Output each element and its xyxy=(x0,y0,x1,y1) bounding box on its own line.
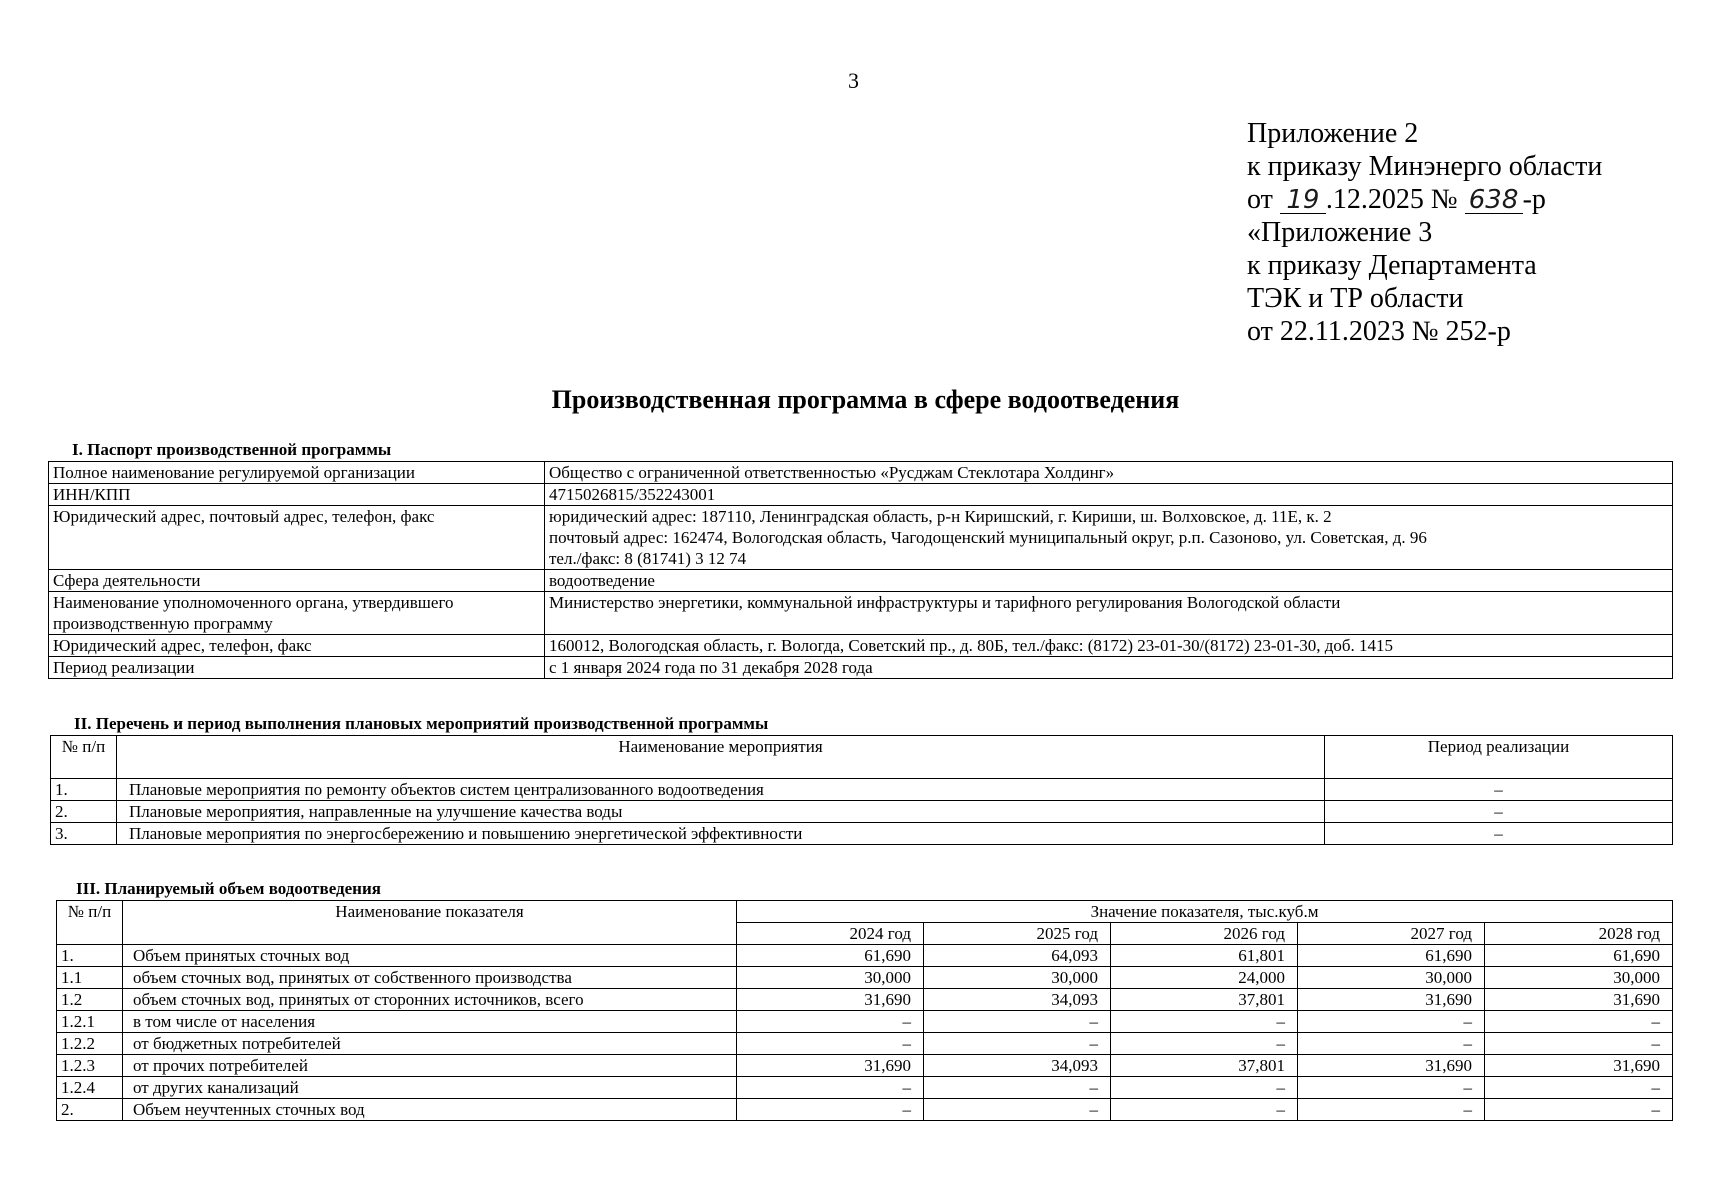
col-header-year: 2026 год xyxy=(1111,923,1298,945)
passport-label: Наименование уполномоченного органа, утвердившего производственную программу xyxy=(49,592,545,635)
table-row xyxy=(49,657,1673,679)
indicator-value: – xyxy=(924,1011,1111,1033)
row-num: 1.2 xyxy=(57,989,123,1011)
table-row xyxy=(49,506,1673,570)
col-header-value: Значение показателя, тыс.куб.м xyxy=(737,901,1673,923)
passport-table xyxy=(48,461,1673,679)
table-row xyxy=(49,592,1673,635)
indicator-name: в том числе от населения xyxy=(123,1011,737,1033)
row-num: 3. xyxy=(51,823,117,845)
indicator-value: – xyxy=(1298,1099,1485,1121)
col-header-year: 2028 год xyxy=(1485,923,1673,945)
passport-value xyxy=(545,506,1673,570)
passport-value: 4715026815/352243001 xyxy=(545,484,1673,506)
table-row xyxy=(49,570,1673,592)
table-row xyxy=(57,1099,1673,1121)
indicator-value: – xyxy=(1485,1011,1673,1033)
appendix-date-prefix: от xyxy=(1247,184,1273,215)
indicator-value: 37,801 xyxy=(1111,989,1298,1011)
passport-value: 160012, Вологодская область, г. Вологда, Советский пр., д. 80Б, тел./факс: (8172) 23-01-30/(8172) 23-01-30, доб. 1415 xyxy=(545,635,1673,657)
indicator-value: – xyxy=(1298,1033,1485,1055)
passport-label: Сфера деятельности xyxy=(49,570,545,592)
volume-table xyxy=(56,900,1673,1121)
indicator-value: – xyxy=(1111,1011,1298,1033)
appendix-date-suffix: -р xyxy=(1522,184,1546,215)
indicator-value: 31,690 xyxy=(1298,1055,1485,1077)
table-row xyxy=(49,462,1673,484)
indicator-value: 34,093 xyxy=(924,1055,1111,1077)
appendix-line-7: от 22.11.2023 № 252-р xyxy=(1247,316,1511,347)
measure-name: Плановые мероприятия, направленные на улучшение качества воды xyxy=(117,801,1325,823)
table-header-row xyxy=(51,736,1673,779)
col-header-year: 2025 год xyxy=(924,923,1111,945)
indicator-value: – xyxy=(1485,1077,1673,1099)
row-num: 2. xyxy=(51,801,117,823)
indicator-value: 30,000 xyxy=(1298,967,1485,989)
indicator-value: 30,000 xyxy=(737,967,924,989)
indicator-name: Объем принятых сточных вод xyxy=(123,945,737,967)
indicator-value: – xyxy=(737,1011,924,1033)
measures-table xyxy=(50,735,1673,845)
indicator-name: от бюджетных потребителей xyxy=(123,1033,737,1055)
row-num: 1.2.4 xyxy=(57,1077,123,1099)
table-row xyxy=(49,635,1673,657)
table-row xyxy=(57,1055,1673,1077)
passport-label: ИНН/КПП xyxy=(49,484,545,506)
indicator-value: – xyxy=(737,1033,924,1055)
indicator-name: объем сточных вод, принятых от собственного производства xyxy=(123,967,737,989)
table-row xyxy=(51,823,1673,845)
indicator-value: 64,093 xyxy=(924,945,1111,967)
appendix-block xyxy=(1247,117,1602,348)
passport-value: с 1 января 2024 года по 31 декабря 2028 года xyxy=(545,657,1673,679)
indicator-value: – xyxy=(1111,1099,1298,1121)
appendix-line-3 xyxy=(1247,183,1602,216)
appendix-line-5: к приказу Департамента xyxy=(1247,250,1537,281)
row-num: 1.2.3 xyxy=(57,1055,123,1077)
indicator-name: от прочих потребителей xyxy=(123,1055,737,1077)
indicator-value: 37,801 xyxy=(1111,1055,1298,1077)
indicator-value: 30,000 xyxy=(924,967,1111,989)
indicator-name: Объем неучтенных сточных вод xyxy=(123,1099,737,1121)
appendix-line-6: ТЭК и ТР области xyxy=(1247,283,1464,314)
col-header-num: № п/п xyxy=(57,901,123,945)
passport-label: Юридический адрес, почтовый адрес, телефон, факс xyxy=(49,506,545,570)
measure-period: – xyxy=(1325,823,1673,845)
volume-table-body xyxy=(57,945,1673,1121)
table-row xyxy=(57,989,1673,1011)
indicator-name: от других канализаций xyxy=(123,1077,737,1099)
measure-period: – xyxy=(1325,779,1673,801)
table-row xyxy=(57,967,1673,989)
indicator-value: – xyxy=(1111,1077,1298,1099)
indicator-value: 61,690 xyxy=(1485,945,1673,967)
appendix-line-2: к приказу Минэнерго области xyxy=(1247,151,1603,182)
passport-value: Общество с ограниченной ответственностью «Русджам Стеклотара Холдинг» xyxy=(545,462,1673,484)
indicator-value: – xyxy=(1485,1099,1673,1121)
indicator-value: 61,801 xyxy=(1111,945,1298,967)
postal-address: почтовый адрес: 162474, Вологодская область, Чагодощенский муниципальный округ, р.п. Сазоново, ул. Советская, д. 96 xyxy=(549,528,1427,547)
measure-name: Плановые мероприятия по ремонту объектов систем централизованного водоотведения xyxy=(117,779,1325,801)
page-number: 3 xyxy=(848,68,859,93)
col-header-period: Период реализации xyxy=(1325,736,1673,779)
appendix-line-1: Приложение 2 xyxy=(1247,118,1419,149)
table-row xyxy=(51,779,1673,801)
row-num: 1.2.1 xyxy=(57,1011,123,1033)
measure-name: Плановые мероприятия по энергосбережению и повышению энергетической эффективности xyxy=(117,823,1325,845)
indicator-value: 34,093 xyxy=(924,989,1111,1011)
table-row xyxy=(57,1033,1673,1055)
passport-label: Юридический адрес, телефон, факс xyxy=(49,635,545,657)
phone-fax: тел./факс: 8 (81741) 3 12 74 xyxy=(549,549,747,568)
table-row xyxy=(57,945,1673,967)
handwritten-order-number: 638 xyxy=(1465,187,1523,214)
indicator-value: 30,000 xyxy=(1485,967,1673,989)
measure-period: – xyxy=(1325,801,1673,823)
table-row xyxy=(49,484,1673,506)
passport-label: Период реализации xyxy=(49,657,545,679)
passport-label: Полное наименование регулируемой организации xyxy=(49,462,545,484)
indicator-value: – xyxy=(924,1033,1111,1055)
indicator-value: – xyxy=(1111,1033,1298,1055)
row-num: 1. xyxy=(57,945,123,967)
indicator-value: – xyxy=(924,1077,1111,1099)
indicator-value: 31,690 xyxy=(1485,989,1673,1011)
section-3-heading: III. Планируемый объем водоотведения xyxy=(76,879,381,898)
indicator-value: – xyxy=(1485,1033,1673,1055)
table-row xyxy=(57,1077,1673,1099)
appendix-date-mid: .12.2025 № xyxy=(1325,184,1458,215)
row-num: 1.1 xyxy=(57,967,123,989)
indicator-value: 61,690 xyxy=(737,945,924,967)
indicator-value: 31,690 xyxy=(737,1055,924,1077)
appendix-line-4: «Приложение 3 xyxy=(1247,217,1433,248)
indicator-value: 31,690 xyxy=(1298,989,1485,1011)
row-num: 2. xyxy=(57,1099,123,1121)
col-header-year: 2027 год xyxy=(1298,923,1485,945)
indicator-value: 24,000 xyxy=(1111,967,1298,989)
passport-value: водоотведение xyxy=(545,570,1673,592)
row-num: 1.2.2 xyxy=(57,1033,123,1055)
indicator-value: – xyxy=(1298,1011,1485,1033)
table-row xyxy=(57,1011,1673,1033)
col-header-indicator: Наименование показателя xyxy=(123,901,737,945)
indicator-value: – xyxy=(924,1099,1111,1121)
indicator-value: – xyxy=(737,1077,924,1099)
indicator-value: 31,690 xyxy=(1485,1055,1673,1077)
indicator-value: 31,690 xyxy=(737,989,924,1011)
table-header-row xyxy=(57,901,1673,923)
col-header-name: Наименование мероприятия xyxy=(117,736,1325,779)
table-row xyxy=(51,801,1673,823)
handwritten-day: 19 xyxy=(1280,187,1326,214)
section-1-heading: I. Паспорт производственной программы xyxy=(72,440,392,459)
indicator-name: объем сточных вод, принятых от сторонних источников, всего xyxy=(123,989,737,1011)
passport-value: Министерство энергетики, коммунальной инфраструктуры и тарифного регулирования Вологодской области xyxy=(545,592,1673,635)
indicator-value: – xyxy=(1298,1077,1485,1099)
col-header-year: 2024 год xyxy=(737,923,924,945)
legal-address: юридический адрес: 187110, Ленинградская область, р-н Киришский, г. Кириши, ш. Волховское, д. 11Е, к. 2 xyxy=(549,507,1332,526)
col-header-num: № п/п xyxy=(51,736,117,779)
section-2-heading: II. Перечень и период выполнения плановых мероприятий производственной программы xyxy=(74,714,769,733)
row-num: 1. xyxy=(51,779,117,801)
document-title: Производственная программа в сфере водоотведения xyxy=(551,385,1180,414)
indicator-value: – xyxy=(737,1099,924,1121)
indicator-value: 61,690 xyxy=(1298,945,1485,967)
